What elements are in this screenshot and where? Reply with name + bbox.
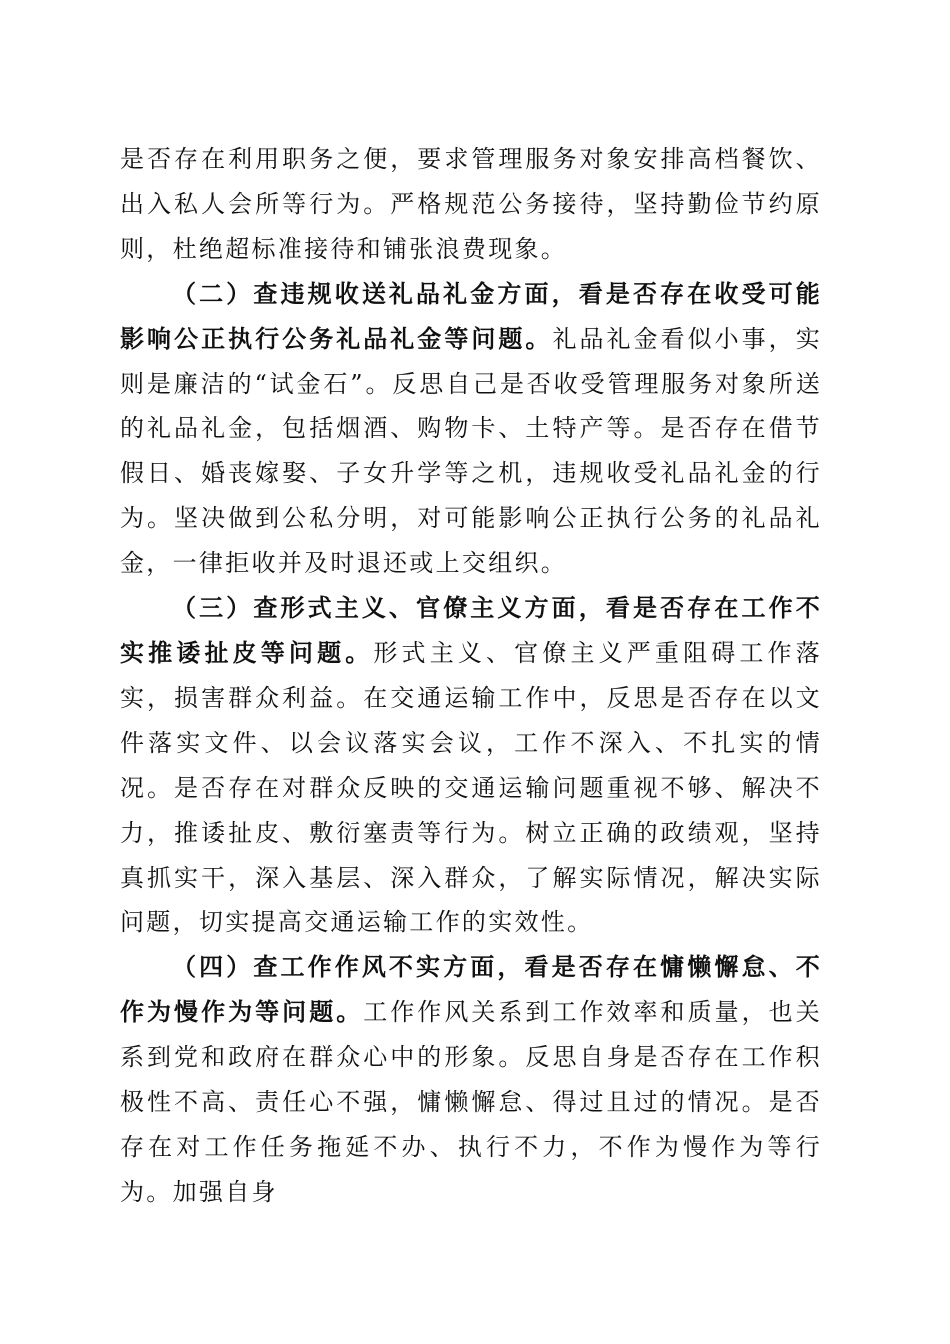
paragraph-work-style (120, 945, 822, 1214)
paragraph-text: 是否存在利用职务之便，要求管理服务对象安排高档餐饮、出入私人会所等行为。严格规范公务接待，坚持勤俭节约原则，杜绝超标准接待和铺张浪费现象。 (120, 145, 822, 263)
paragraph-continuation (120, 137, 822, 272)
paragraph-text: 礼品礼金看似小事，实则是廉洁的“试金石”。反思自己是否收受管理服务对象所送的礼品礼金，包括烟酒、购物卡、土特产等。是否存在借节假日、婚丧嫁娶、子女升学等之机，违规收受礼品礼金的行为。坚决做到公私分明，对可能影响公正执行公务的礼品礼金，一律拒收并及时退还或上交组织。 (120, 324, 822, 578)
document-body (120, 137, 822, 1215)
paragraph-gifts (120, 272, 822, 586)
paragraph-heading: （三）查形式主义、官僚主义方面，看是否存在工作不实推诿扯皮等问题。 (120, 594, 822, 667)
paragraph-heading: （四）查工作作风不实方面，看是否存在慵懒懈怠、不作为慢作为等问题。 (120, 953, 822, 1027)
paragraph-formalism (120, 586, 822, 945)
paragraph-heading: （二）查违规收送礼品礼金方面，看是否存在收受可能影响公正执行公务礼品礼金等问题。 (120, 279, 822, 353)
paragraph-text: 工作作风关系到工作效率和质量，也关系到党和政府在群众心中的形象。反思自身是否存在工作积极性不高、责任心不强，慵懒懈怠、得过且过的情况。是否存在对工作任务拖延不办、执行不力，不作为慢作为等行为。加强自身 (120, 998, 822, 1206)
paragraph-text: 形式主义、官僚主义严重阻碍工作落实，损害群众利益。在交通运输工作中，反思是否存在以文件落实文件、以会议落实会议，工作不深入、不扎实的情况。是否存在对群众反映的交通运输问题重视不够、解决不力，推诿扯皮、敷衍塞责等行为。树立正确的政绩观，坚持真抓实干，深入基层、深入群众，了解实际情况，解决实际问题，切实提高交通运输工作的实效性。 (120, 638, 822, 937)
